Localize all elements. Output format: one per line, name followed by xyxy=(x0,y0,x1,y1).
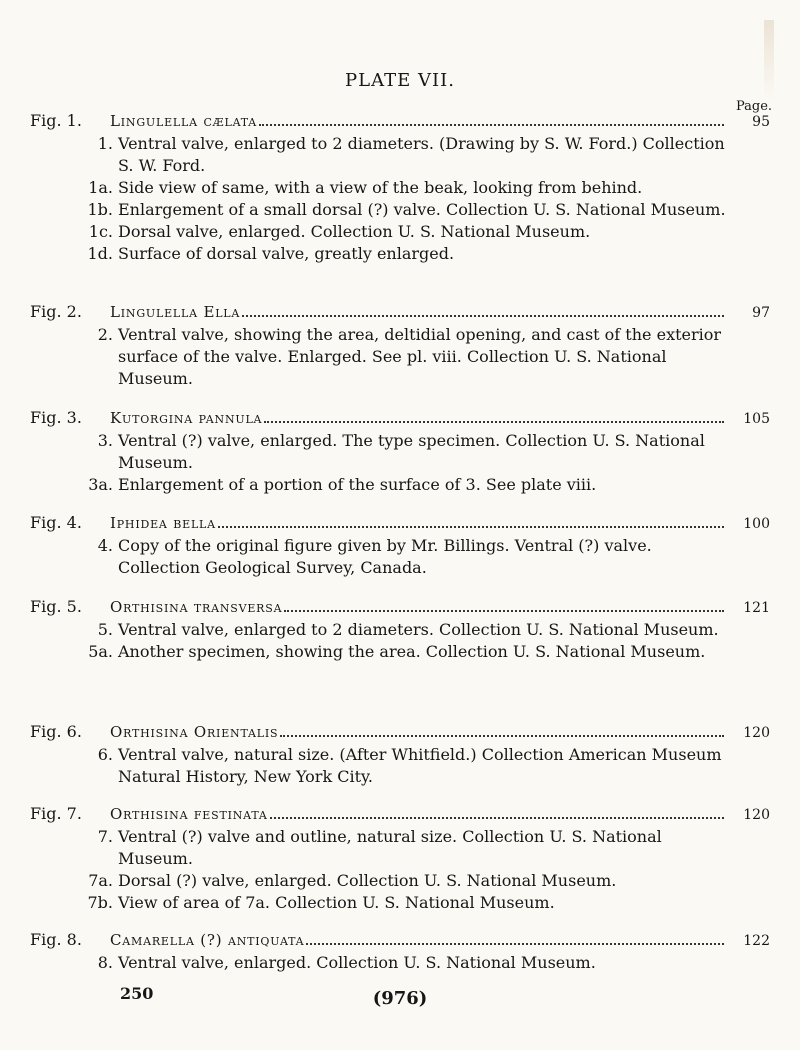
item-number: 1. xyxy=(97,134,113,153)
item-description: Dorsal (?) valve, enlarged. Collection U. S. National Museum. xyxy=(118,871,617,890)
figure-item xyxy=(30,892,770,914)
item-description: Surface of dorsal valve, greatly enlarged. xyxy=(118,244,455,263)
figure-item xyxy=(30,641,770,663)
footer-left-number: 250 xyxy=(120,984,154,1003)
figure-heading xyxy=(30,930,770,952)
figure-label: Fig. 7. xyxy=(30,804,82,823)
dot-leader xyxy=(264,421,724,423)
figure-item xyxy=(30,952,770,974)
figure-heading xyxy=(30,111,770,133)
figure-entry-3 xyxy=(30,408,770,496)
item-number: 7a. xyxy=(88,871,113,890)
item-description: Side view of same, with a view of the beak, looking from behind. xyxy=(118,178,643,197)
dot-leader xyxy=(280,735,724,737)
item-number: 4. xyxy=(97,536,113,555)
dot-leader xyxy=(242,315,724,317)
figure-heading xyxy=(30,302,770,324)
page-number: 97 xyxy=(752,305,770,321)
figure-entry-8 xyxy=(30,930,770,974)
species-name: Lingulella Ella xyxy=(110,303,241,321)
figure-item xyxy=(30,744,770,788)
species-name: Iphidea bella xyxy=(110,514,216,532)
figure-label: Fig. 5. xyxy=(30,597,82,616)
item-description: Dorsal valve, enlarged. Collection U. S. National Museum. xyxy=(118,222,591,241)
species-name: Orthisina transversa xyxy=(110,598,283,616)
figure-label: Fig. 6. xyxy=(30,722,82,741)
page-number: 100 xyxy=(743,516,770,532)
species-name: Orthisina festinata xyxy=(110,805,268,823)
species-name: Lingulella cælata xyxy=(110,112,257,130)
page-number: 105 xyxy=(743,411,770,427)
dot-leader xyxy=(270,817,724,819)
figure-label: Fig. 4. xyxy=(30,513,82,532)
item-number: 1c. xyxy=(88,222,113,241)
dot-leader xyxy=(306,943,724,945)
page-column-label: Page. xyxy=(736,99,773,114)
figure-label: Fig. 2. xyxy=(30,302,82,321)
figure-item xyxy=(30,474,770,496)
page-number: 120 xyxy=(743,807,770,823)
page-number: 121 xyxy=(743,600,770,616)
item-description: Ventral valve, showing the area, deltidial opening, and cast of the exterior surface of the valve. Enlarged. See pl. viii. Collection U. S. National Museum. xyxy=(118,325,722,388)
dot-leader xyxy=(284,610,724,612)
figure-item xyxy=(30,324,770,390)
figure-label: Fig. 3. xyxy=(30,408,82,427)
figure-item xyxy=(30,199,770,221)
dot-leader xyxy=(218,526,724,528)
figure-heading xyxy=(30,597,770,619)
page-number: 95 xyxy=(752,114,770,130)
item-number: 6. xyxy=(97,745,113,764)
item-description: Ventral valve, enlarged to 2 diameters. (Drawing by S. W. Ford.) Collection S. W. Ford. xyxy=(118,134,725,175)
page-number: 120 xyxy=(743,725,770,741)
dot-leader xyxy=(259,124,724,126)
page-number: 122 xyxy=(743,933,770,949)
item-number: 7. xyxy=(97,827,113,846)
figure-entry-4 xyxy=(30,513,770,579)
figure-item xyxy=(30,430,770,474)
item-description: Enlargement of a small dorsal (?) valve. Collection U. S. National Museum. xyxy=(118,200,726,219)
item-description: Another specimen, showing the area. Collection U. S. National Museum. xyxy=(118,642,706,661)
item-number: 1d. xyxy=(87,244,113,263)
figure-item xyxy=(30,243,770,265)
figure-entry-5 xyxy=(30,597,770,663)
figure-entry-2 xyxy=(30,302,770,390)
item-description: Copy of the original figure given by Mr. Billings. Ventral (?) valve. Collection Geological Survey, Canada. xyxy=(118,536,652,577)
item-number: 5. xyxy=(97,620,113,639)
figure-heading xyxy=(30,513,770,535)
item-number: 3a. xyxy=(88,475,113,494)
figure-item xyxy=(30,619,770,641)
item-number: 1b. xyxy=(87,200,113,219)
item-description: View of area of 7a. Collection U. S. National Museum. xyxy=(118,893,555,912)
figure-entry-1 xyxy=(30,111,770,265)
item-description: Ventral (?) valve, enlarged. The type specimen. Collection U. S. National Museum. xyxy=(118,431,705,472)
item-description: Enlargement of a portion of the surface of 3. See plate viii. xyxy=(118,475,597,494)
figure-entry-7 xyxy=(30,804,770,914)
item-number: 1a. xyxy=(88,178,113,197)
item-number: 3. xyxy=(97,431,113,450)
figure-item xyxy=(30,826,770,870)
figure-item xyxy=(30,870,770,892)
item-number: 7b. xyxy=(87,893,113,912)
item-number: 8. xyxy=(97,953,113,972)
figure-heading xyxy=(30,804,770,826)
figure-entry-6 xyxy=(30,722,770,788)
item-number: 5a. xyxy=(88,642,113,661)
figure-item xyxy=(30,177,770,199)
item-description: Ventral valve, enlarged. Collection U. S. National Museum. xyxy=(118,953,596,972)
item-description: Ventral valve, enlarged to 2 diameters. Collection U. S. National Museum. xyxy=(118,620,719,639)
figure-item xyxy=(30,535,770,579)
figure-heading xyxy=(30,408,770,430)
item-description: Ventral (?) valve and outline, natural size. Collection U. S. National Museum. xyxy=(118,827,662,868)
figure-item xyxy=(30,221,770,243)
species-name: Orthisina Orientalis xyxy=(110,723,279,741)
plate-title: PLATE VII. xyxy=(345,70,455,91)
figure-item xyxy=(30,133,770,177)
figure-label: Fig. 1. xyxy=(30,111,82,130)
figure-heading xyxy=(30,722,770,744)
species-name: Kutorgina pannula xyxy=(110,409,263,427)
species-name: Camarella (?) antiquata xyxy=(110,931,305,949)
footer-page-number: (976) xyxy=(372,988,428,1009)
figure-label: Fig. 8. xyxy=(30,930,82,949)
item-description: Ventral valve, natural size. (After Whitfield.) Collection American Museum Natural History, New York City. xyxy=(118,745,722,786)
item-number: 2. xyxy=(97,325,113,344)
